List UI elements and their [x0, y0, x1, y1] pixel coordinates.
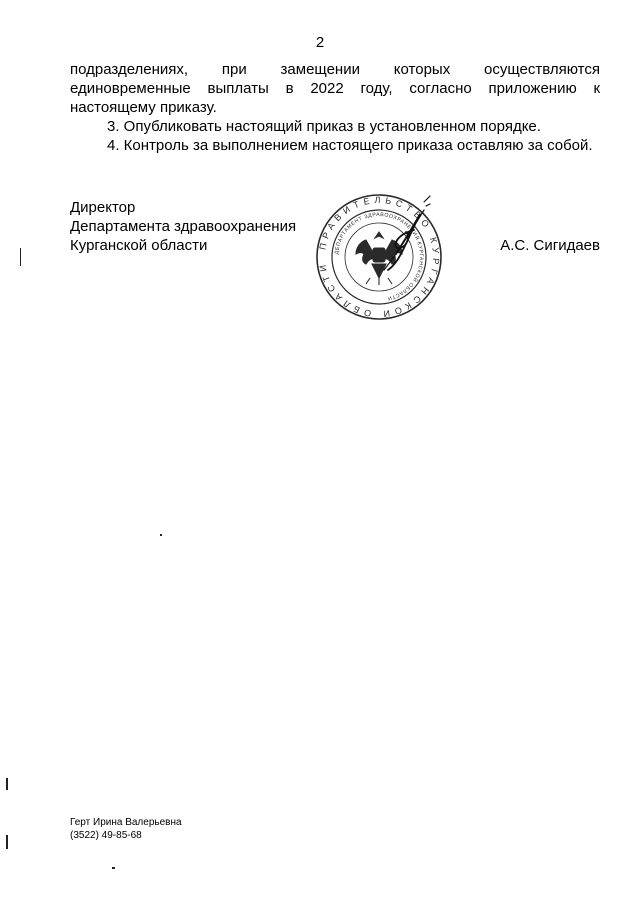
body-word: 2022	[310, 80, 344, 97]
item-3-publish: 3. Опубликовать настоящий приказ в установленном порядке.	[107, 118, 541, 135]
body-word: осуществляются	[484, 61, 600, 78]
coat-of-arms-emblem	[356, 232, 402, 285]
body-line-3: настоящему приказу.	[70, 99, 217, 116]
signatory-position	[70, 198, 296, 255]
scan-artifact-mark	[20, 248, 21, 266]
signatory-name: А.С. Сигидаев	[500, 237, 600, 254]
body-word: приложению	[488, 80, 577, 97]
body-word: которых	[393, 61, 451, 78]
body-word: к	[593, 80, 601, 97]
scan-artifact-mark	[112, 867, 115, 869]
executor-info	[70, 816, 182, 842]
body-line-1	[70, 60, 600, 79]
official-seal	[314, 192, 444, 322]
body-word: году,	[360, 80, 393, 97]
seal-outer-text: ПРАВИТЕЛЬСТВО КУРГАНСКОЙ ОБЛАСТИ	[316, 194, 442, 320]
item-4-control: 4. Контроль за выполнением настоящего приказа оставляю за собой.	[107, 137, 593, 154]
body-word: замещении	[280, 61, 360, 78]
scan-artifact-mark	[160, 534, 162, 536]
signatory-title-line-3: Курганской области	[70, 237, 208, 254]
scan-artifact-mark	[6, 778, 8, 790]
executor-phone: (3522) 49-85-68	[70, 830, 142, 841]
signatory-title-line-2: Департамента здравоохранения	[70, 218, 297, 235]
page-number: 2	[315, 34, 325, 51]
body-word: выплаты	[207, 80, 269, 97]
scan-artifact-mark	[6, 835, 8, 849]
document-body	[70, 60, 600, 155]
body-word: единовременные	[70, 80, 191, 97]
seal-inner-text: ДЕПАРТАМЕНТ ЗДРАВООХРАНЕНИЯ КУРГАНСКОЙ ОБЛАСТИ	[334, 211, 425, 302]
body-word: в	[285, 80, 294, 97]
body-word: при	[221, 61, 247, 78]
body-word: согласно	[409, 80, 472, 97]
body-line-2	[70, 79, 600, 98]
executor-name: Герт Ирина Валерьевна	[70, 817, 182, 828]
signatory-title-line-1: Директор	[70, 199, 136, 216]
body-word: подразделениях,	[70, 61, 189, 78]
